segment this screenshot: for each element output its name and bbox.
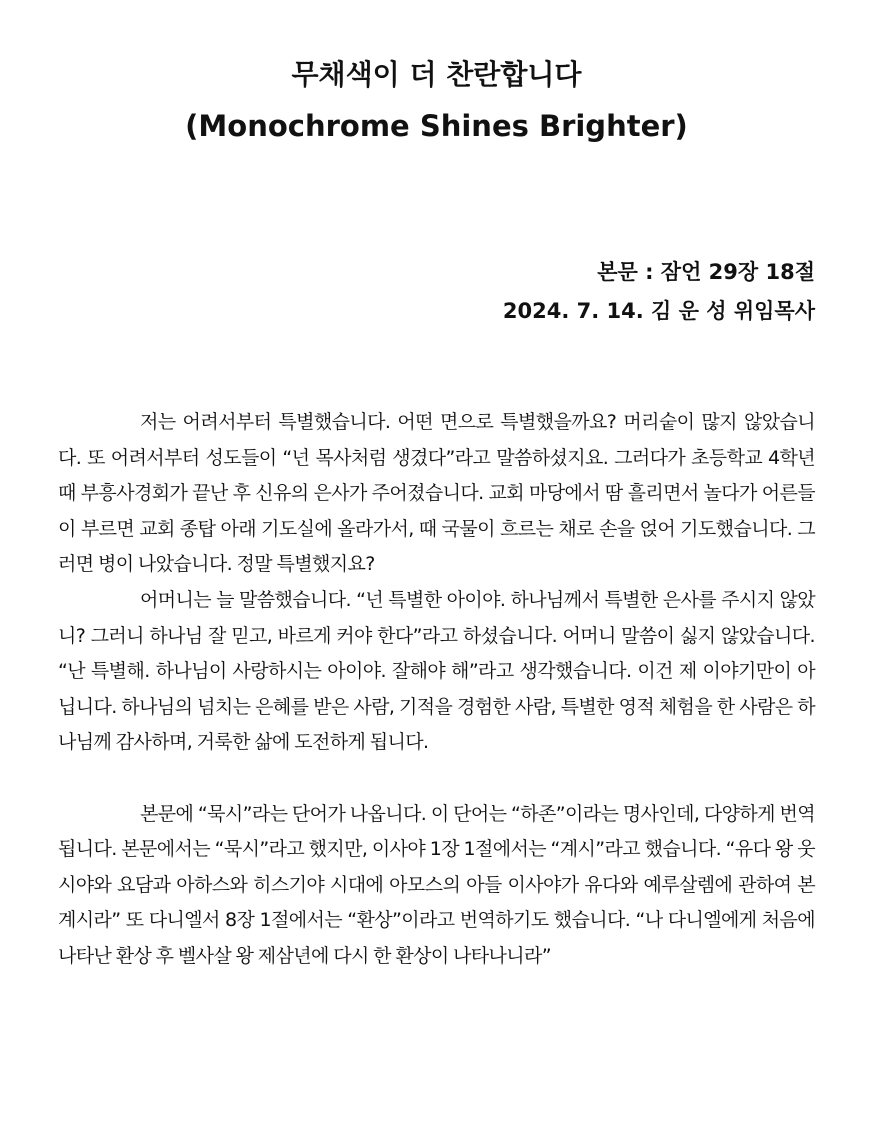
date-and-preacher: 2024. 7. 14. 김 운 성 위임목사 — [502, 299, 815, 323]
paragraph-1: 저는 어려서부터 특별했습니다. 어떤 면으로 특별했을까요? 머리숱이 많지 않았습니다. 또 어려서부터 성도들이 “넌 목사처럼 생겼다”라고 말씀하셨지요. 그러다가 초등학교 4학년 때 부흥사경회가 끝난 후 신유의 은사가 주어졌습니다. 교회 마당에서 땀 흘리면서 놀다가 어른들이 부르면 교회 종탑 아래 기도실에 올라가서, 때 국물이 흐르는 채로 손을 얹어 기도했습니다. 그러면 병이 나았습니다. 정말 특별했지요? — [58, 411, 815, 576]
paragraph-3: 본문에 “묵시”라는 단어가 나옵니다. 이 단어는 “하존”이라는 명사인데, 다양하게 번역됩니다. 본문에서는 “묵시”라고 했지만, 이사야 1장 1절에서는 “계시”라고 했습니다. “유다 왕 웃시야와 요담과 아하스와 히스기야 시대에 아모스의 아들 이사야가 유다와 예루살렘에 관하여 본 계시라” 또 다니엘서 8장 1절에서는 “환상”이라고 번역하기도 했습니다. “나 다니엘에게 처음에 나타난 환상 후 벨사살 왕 제삼년에 다시 한 환상이 나타나니라” — [58, 802, 815, 967]
sermon-body — [58, 405, 815, 975]
sermon-title: 무채색이 더 찬란합니다 — [291, 58, 582, 91]
paragraph-2: 어머니는 늘 말씀했습니다. “넌 특별한 아이야. 하나님께서 특별한 은사를 주시지 않았니? 그러니 하나님 잘 믿고, 바르게 커야 한다”라고 하셨습니다. 어머니 말씀이 싫지 않았습니다. “난 특별해. 하나님이 사랑하시는 아이야. 잘해야 해”라고 생각했습니다. 이건 제 이야기만이 아닙니다. 하나님의 넘치는 은혜를 받은 사람, 기적을 경험한 사람, 특별한 영적 체험을 한 사람은 하나님께 감사하며, 거룩한 삶에 도전하게 됩니다. — [58, 588, 815, 754]
scripture-reference: 본문 : 잠언 29장 18절 — [597, 260, 815, 284]
sermon-subtitle-english: (Monochrome Shines Brighter) — [185, 109, 688, 143]
paragraph-gap — [58, 761, 815, 797]
